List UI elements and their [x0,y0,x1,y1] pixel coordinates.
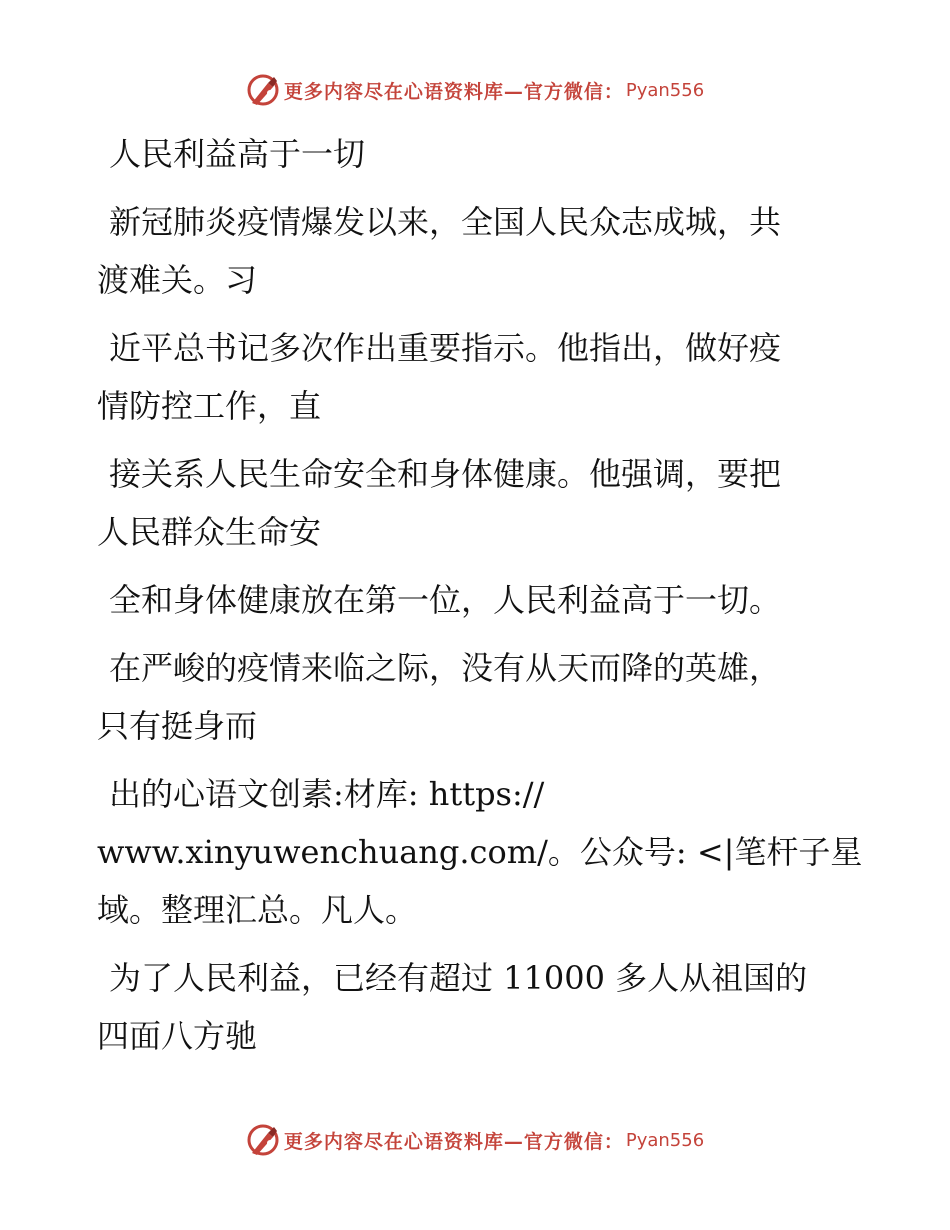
paragraph [97,571,857,629]
footer-watermark-banner [0,1120,950,1160]
paragraph [97,193,857,309]
paragraph [97,639,857,755]
header-watermark-banner [0,70,950,110]
banner-text: 更多内容尽在心语资料库—官方微信： [283,1130,624,1153]
paragraph [97,319,857,435]
text-line: 人民利益高于一切 [109,135,366,173]
text-line: 新冠肺炎疫情爆发以来，全国人民众志成城，共 [109,203,782,241]
text-line: 渡难关。习 [97,261,258,299]
text-line: 只有挺身而 [97,707,258,745]
text-line: 为了人民利益，已经有超过 11000 多人从祖国的 [109,959,808,997]
paragraph-title [97,125,857,183]
pen-logo-icon [246,1123,280,1157]
text-line: 全和身体健康放在第一位，人民利益高于一切。 [109,581,782,619]
banner-wechat-id: Pyan556 [625,79,705,101]
banner-wechat-id: Pyan556 [625,1129,705,1151]
text-line: 四面八方驰 [97,1017,258,1055]
text-line: 人民群众生命安 [97,513,322,551]
text-line: 近平总书记多次作出重要指示。他指出，做好疫 [109,329,782,367]
paragraph [97,445,857,561]
paragraph [97,949,857,1065]
text-line: 出的心语文创素:材库: https:// [109,775,545,813]
text-line: 情防控工作，直 [97,387,322,425]
banner-text: 更多内容尽在心语资料库—官方微信： [283,80,624,103]
document-body [97,125,863,1075]
text-line: 接关系人民生命安全和身体健康。他强调，要把 [109,455,782,493]
text-line: 域。整理汇总。凡人。 [97,891,418,929]
pen-logo-icon [246,73,280,107]
paragraph [97,765,863,939]
text-line: www.xinyuwenchuang.com/。公众号: <|笔杆子星 [97,833,863,871]
text-line: 在严峻的疫情来临之际，没有从天而降的英雄， [109,649,782,687]
